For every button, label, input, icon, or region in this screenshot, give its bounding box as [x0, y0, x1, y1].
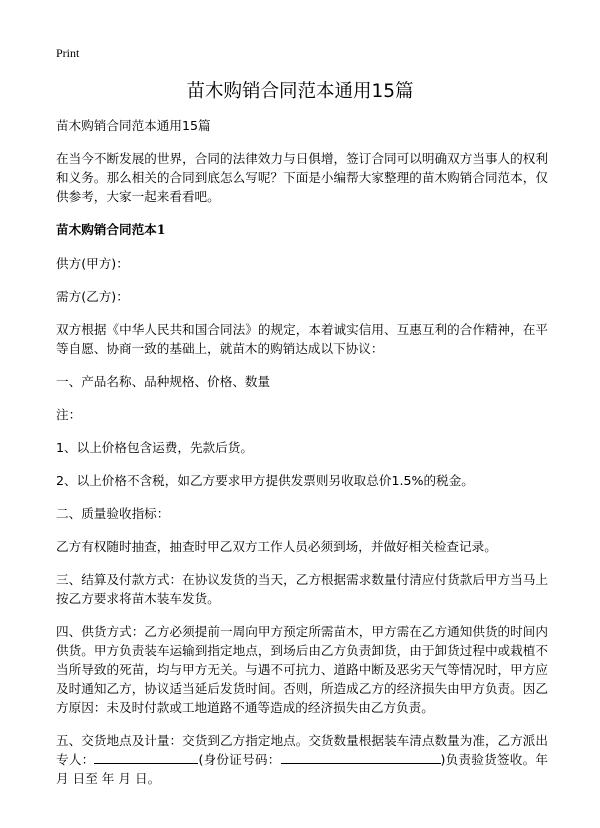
document-body	[56, 116, 548, 802]
intro-paragraph: 在当今不断发展的世界，合同的法律效力与日俱增，签订合同可以明确双方当事人的权利和义务。那么相关的合同到底怎么写呢？下面是小编帮大家整理的苗木购销合同范本，仅供参考，大家一起来看看吧。	[56, 151, 548, 204]
clause-5-part-3: )负责验货签收。年 月 日至 年 月 日。	[56, 752, 549, 786]
clause-2: 二、质量验收指标：	[56, 506, 170, 521]
inspector-name-blank	[94, 750, 198, 764]
document-subtitle: 苗木购销合同范本通用15篇	[56, 118, 211, 133]
clause-2-body: 乙方有权随时抽查，抽查时甲乙双方工作人员必须到场，并做好相关检查记录。	[56, 539, 497, 554]
print-label: Print	[56, 46, 80, 60]
clause-4: 四、供货方式：乙方必须提前一周向甲方预定所需苗木，甲方需在乙方通知供货的时间内供货。甲方负责装车运输到指定地点，到场后由乙方负责卸货，由于卸货过程中或栽植不当所导致的死苗，均与甲方无关。与遇不可抗力、道路中断及恶劣天气等情况时，甲方应及时通知乙方，协议适当延后发货时间。否则，所造成乙方的经济损失由甲方负责。因乙方原因：未及时付款或工地道路不通等造成的经济损失由乙方负责。	[56, 624, 548, 715]
supplier-line: 供方(甲方)：	[56, 256, 129, 271]
section-heading: 苗木购销合同范本1	[56, 222, 166, 237]
clause-1: 一、产品名称、品种规格、价格、数量	[56, 374, 271, 389]
document-title: 苗木购销合同范本通用15篇	[186, 81, 414, 102]
note-label: 注：	[56, 407, 82, 422]
note-1: 1、以上价格包含运费，先款后货。	[56, 440, 253, 455]
note-2: 2、以上价格不含税，如乙方要求甲方提供发票则另收取总价1.5%的税金。	[56, 473, 474, 488]
buyer-line: 需方(乙方)：	[56, 289, 129, 304]
preamble-paragraph: 双方根据《中华人民共和国合同法》的规定，本着诚实信用、互惠互利的合作精神，在平等自愿、协商一致的基础上，就苗木的购销达成以下协议：	[56, 322, 548, 356]
clause-3: 三、结算及付款方式：在协议发货的当天，乙方根据需求数量付清应付货款后甲方当马上按乙方要求将苗木装车发货。	[56, 572, 548, 606]
clause-5	[56, 731, 548, 788]
clause-5-part-2: (身份证号码：	[198, 752, 281, 767]
id-number-blank	[281, 750, 441, 764]
clause-5-part-1: 五、交货地点及计量：交货到乙方指定地点。交货数量根据装车清点数量为准，乙方派出专人：	[56, 733, 548, 767]
